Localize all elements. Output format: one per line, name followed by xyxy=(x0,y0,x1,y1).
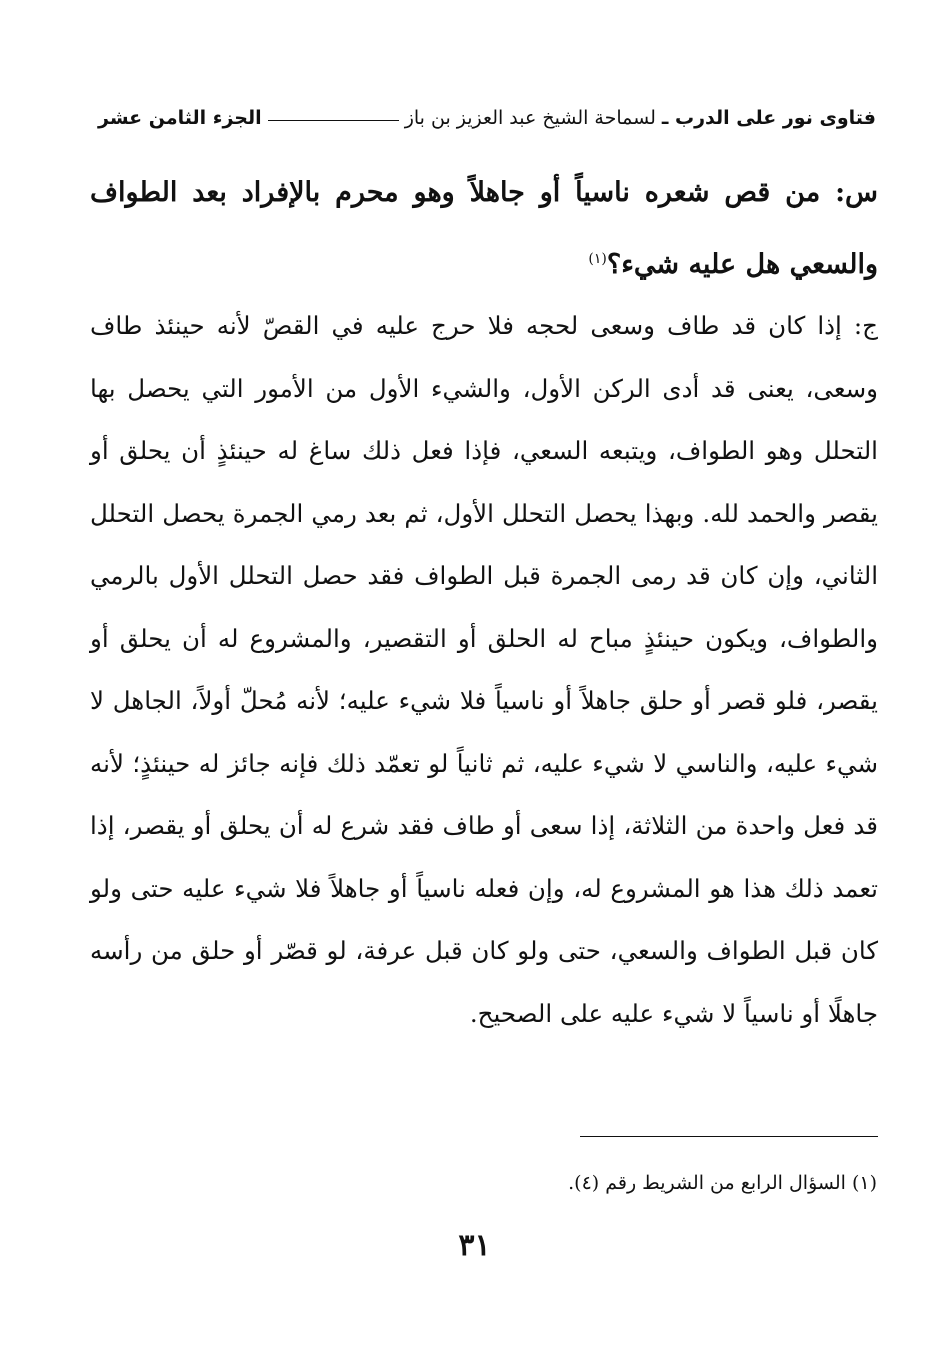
question-text: س: من قص شعره ناسياً أو جاهلاً وهو محرم بالإفراد بعد الطواف والسعي هل عليه شيء؟ xyxy=(90,177,878,280)
answer-paragraph xyxy=(90,295,878,1045)
page-number: ٣١ xyxy=(458,1228,491,1263)
volume-label: الجزء الثامن عشر xyxy=(98,107,262,129)
running-header xyxy=(98,98,876,138)
question-paragraph xyxy=(90,160,878,298)
header-title-group xyxy=(405,107,876,129)
footnote-reference: (١) xyxy=(588,251,607,267)
footnote-text: (١) السؤال الرابع من الشريط رقم (٤). xyxy=(568,1172,877,1194)
answer-text: ج: إذا كان قد طاف وسعى لحجه فلا حرج عليه في القصّ لأنه حينئذ طاف وسعى، يعنى قد أدى الركن الأول، والشيء الأول من الأمور التي يحصل بها التحلل وهو الطواف، ويتبعه السعي، فإذا فعل ذلك ساغ له حينئذٍ أن يحلق أو يقصر والحمد لله. وبهذا يحصل التحلل الأول، ثم بعد رمي الجمرة يحصل التحلل الثاني، وإن كان قد رمى الجمرة قبل الطواف فقد حصل التحلل الأول بالرمي والطواف، ويكون حينئذٍ مباح له الحلق أو التقصير، والمشروع له أن يحلق أو يقصر، فلو قصر أو حلق جاهلاً أو ناسياً فلا شيء عليه؛ لأنه مُحلّ أولاً، الجاهل لا شيء عليه، والناسي لا شيء عليه، ثم ثانياً لو تعمّد ذلك فإنه جائز له حينئذٍ؛ لأنه قد فعل واحدة من الثلاثة، إذا سعى أو طاف فقد شرع له أن يحلق أو يقصر، إذا تعمد ذلك هذا هو المشروع له، وإن فعله ناسياً أو جاهلاً فلا شيء عليه حتى ولو كان قبل الطواف والسعي، حتى ولو كان قبل عرفة، لو قصّر أو حلق من رأسه جاهلًا أو ناسياً لا شيء عليه على الصحيح. xyxy=(90,311,878,1028)
footnote xyxy=(300,1168,877,1198)
book-title: فتاوى نور على الدرب ـ xyxy=(661,107,876,129)
header-rule xyxy=(268,120,399,121)
footnote-separator xyxy=(580,1136,878,1137)
author-line: لسماحة الشيخ عبد العزيز بن باز xyxy=(404,107,656,129)
